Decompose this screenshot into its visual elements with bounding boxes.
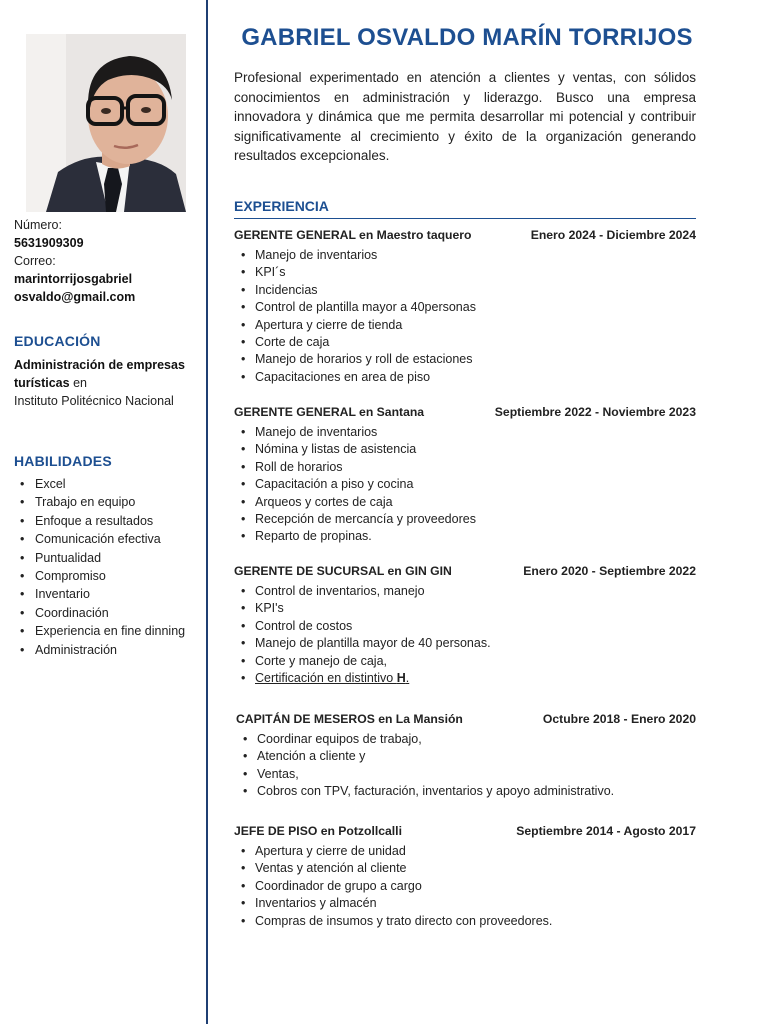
skill-item: • Compromiso <box>14 567 206 585</box>
skill-item: • Enfoque a resultados <box>14 512 206 530</box>
job-duty: • Coordinador de grupo a cargo <box>234 878 696 895</box>
job-duty: • Recepción de mercancía y proveedores <box>234 511 696 528</box>
job-header <box>234 403 696 421</box>
education-connector: en <box>69 376 87 390</box>
education-heading: EDUCACIÓN <box>14 333 101 349</box>
job-duty: • Ventas y atención al cliente <box>234 860 696 877</box>
job-entry <box>234 562 696 687</box>
job-duty: • Roll de horarios <box>234 459 696 476</box>
profile-summary: Profesional experimentado en atención a clientes y ventas, con sólidos conocimientos en administración y liderazgo. Busco una empresa innovadora y dinámica que me permita desarrollar mi potencial y contribuir significativamente al crecimiento y éxito de la organización generando resultados excepcionales. <box>234 70 696 163</box>
skills-heading: HABILIDADES <box>14 453 112 469</box>
job-duties <box>234 843 696 930</box>
job-entry <box>234 822 696 930</box>
job-entry <box>234 226 696 386</box>
certification-label: Certificación en distintivo <box>255 671 397 686</box>
job-title: JEFE DE PISO en Potzollcalli <box>234 824 402 838</box>
job-dates: Enero 2024 - Diciembre 2024 <box>530 228 696 242</box>
job-duty: • Manejo de inventarios <box>234 247 696 264</box>
job-duties <box>234 247 696 386</box>
job-duty: • KPI´s <box>234 264 696 281</box>
job-duty: • Inventarios y almacén <box>234 895 696 912</box>
job-duty: • Incidencias <box>234 282 696 299</box>
contact-info <box>14 216 200 306</box>
job-header <box>234 226 696 244</box>
skill-item: • Trabajo en equipo <box>14 493 206 511</box>
job-duty: • Corte y manejo de caja, <box>234 653 696 670</box>
email-value-line2: osvaldo@gmail.com <box>14 290 136 304</box>
job-dates: Septiembre 2022 - Noviembre 2023 <box>494 405 696 419</box>
skill-item: • Comunicación efectiva <box>14 530 206 548</box>
job-title: CAPITÁN DE MESEROS en La Mansión <box>236 712 463 726</box>
job-duty: • Capacitación a piso y cocina <box>234 476 696 493</box>
certification-text <box>255 671 409 685</box>
education-institution: Instituto Politécnico Nacional <box>14 394 174 408</box>
job-duty: • Compras de insumos y trato directo con proveedores. <box>234 913 696 930</box>
job-duty: • Manejo de plantilla mayor de 40 personas. <box>234 635 696 652</box>
job-entry <box>234 403 696 546</box>
job-duties <box>236 731 696 801</box>
job-duty: • Manejo de inventarios <box>234 424 696 441</box>
job-duty: • Atención a cliente y <box>236 748 696 765</box>
job-duty: • Reparto de propinas. <box>234 528 696 545</box>
job-duty: • Control de plantilla mayor a 40personas <box>234 299 696 316</box>
certification-end: . <box>405 671 410 686</box>
job-duty: • Control de inventarios, manejo <box>234 583 696 600</box>
job-entry <box>236 710 696 801</box>
certification-badge: H <box>396 671 406 686</box>
job-duty: • Nómina y listas de asistencia <box>234 441 696 458</box>
skill-item: • Puntualidad <box>14 549 206 567</box>
skill-item: • Experiencia en fine dinning <box>14 622 206 640</box>
job-title: GERENTE DE SUCURSAL en GIN GIN <box>234 564 452 578</box>
phone-label: Número: <box>14 218 62 232</box>
job-duty: • Ventas, <box>236 766 696 783</box>
skill-item: • Coordinación <box>14 604 206 622</box>
job-header <box>234 822 696 840</box>
job-duty: • Apertura y cierre de tienda <box>234 317 696 334</box>
skill-item: • Inventario <box>14 585 206 603</box>
job-duty: • Cobros con TPV, facturación, inventarios y apoyo administrativo. <box>236 783 696 800</box>
profile-photo <box>26 34 186 212</box>
job-duties <box>234 583 696 687</box>
column-divider <box>206 0 208 1024</box>
job-duty: • Corte de caja <box>234 334 696 351</box>
skills-list <box>14 475 206 659</box>
job-duty: • Arqueos y cortes de caja <box>234 494 696 511</box>
job-dates: Septiembre 2014 - Agosto 2017 <box>516 824 696 838</box>
job-dates: Octubre 2018 - Enero 2020 <box>542 712 696 726</box>
experience-rule <box>234 218 696 219</box>
experience-heading: EXPERIENCIA <box>234 198 329 214</box>
email-value-line1: marintorrijosgabriel <box>14 272 133 286</box>
job-header <box>234 562 696 580</box>
education-degree: Administración de empresas turísticas <box>14 358 185 390</box>
phone-value: 5631909309 <box>14 236 84 250</box>
job-title: GERENTE GENERAL en Maestro taquero <box>234 228 472 242</box>
candidate-name: GABRIEL OSVALDO MARÍN TORRIJOS <box>241 24 693 51</box>
job-duty: • Coordinar equipos de trabajo, <box>236 731 696 748</box>
education-entry <box>14 356 202 410</box>
job-header <box>236 710 696 728</box>
email-label: Correo: <box>14 254 56 268</box>
job-title: GERENTE GENERAL en Santana <box>234 405 425 419</box>
job-duty-certification <box>234 670 696 687</box>
job-duty: • Manejo de horarios y roll de estaciones <box>234 351 696 368</box>
job-duties <box>234 424 696 546</box>
skill-item: • Excel <box>14 475 206 493</box>
job-duty: • Control de costos <box>234 618 696 635</box>
job-dates: Enero 2020 - Septiembre 2022 <box>523 564 696 578</box>
sidebar <box>0 0 206 1024</box>
job-duty: • KPI's <box>234 600 696 617</box>
job-duty: • Capacitaciones en area de piso <box>234 369 696 386</box>
skill-item: • Administración <box>14 641 206 659</box>
job-duty: • Apertura y cierre de unidad <box>234 843 696 860</box>
